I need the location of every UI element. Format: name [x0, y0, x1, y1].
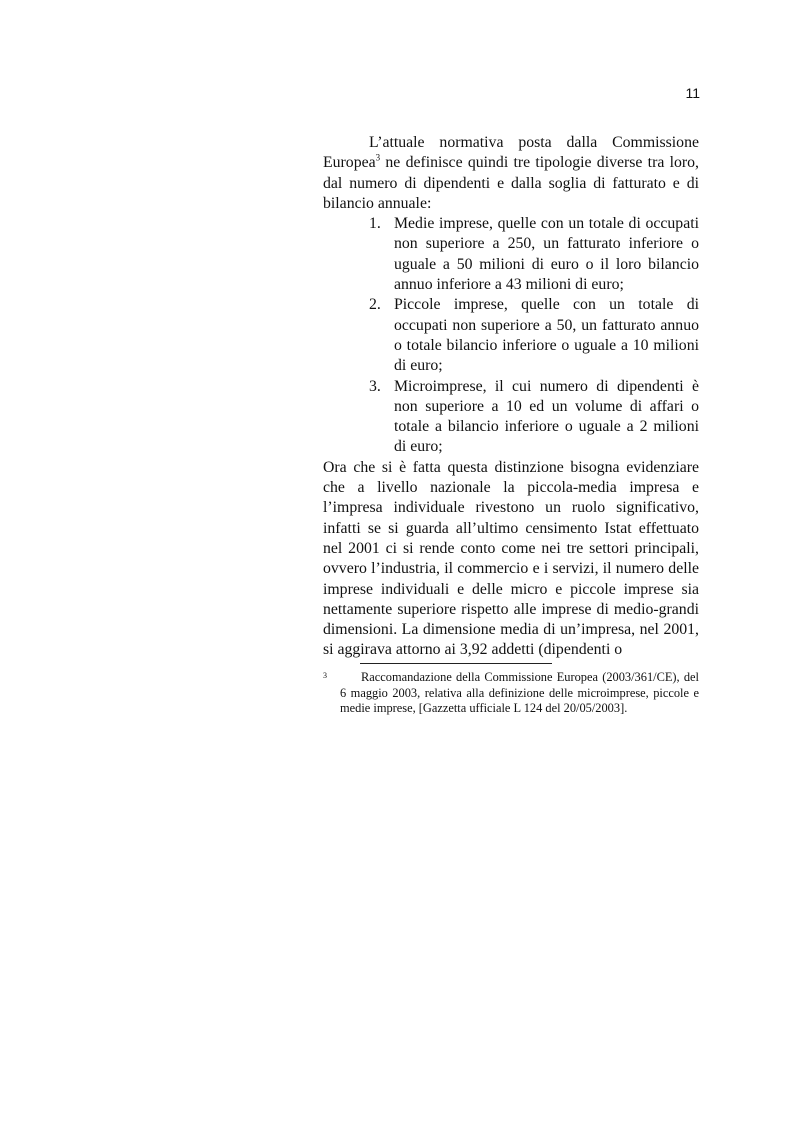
enterprise-types-list — [323, 214, 699, 458]
body-paragraph: Ora che si è fatta questa distinzione bisogna evidenziare che a livello nazionale la piccola-media impresa e l’impresa individuale rivestono un ruolo significativo, infatti se si guarda all’ultimo censimento Istat effettuato nel 2001 ci si rende conto come nei tre settori principali, ovvero l’industria, il commercio e i servizi, il numero delle imprese individuali e delle micro e piccole imprese sia nettamente superiore rispetto alle imprese di medio-grandi dimensioni. La dimensione media di un’impresa, nel 2001, si aggirava attorno ai 3,92 addetti (dipendenti o — [323, 458, 699, 659]
list-item — [323, 377, 699, 458]
footnote-text: Raccomandazione della Commissione Europea (2003/361/CE), del 6 maggio 2003, relativa alla definizione delle microimprese, piccole e medie imprese, [Gazzetta ufficiale L 124 del 20/05/2003]. — [340, 670, 699, 716]
list-item-number: 3. — [369, 377, 381, 395]
list-item-text: Medie imprese, quelle con un totale di occupati non superiore a 250, un fatturato inferiore o uguale a 50 milioni di euro o il loro bilancio annuo inferiore a 43 milioni di euro; — [394, 215, 699, 294]
footnote-separator — [360, 663, 552, 664]
list-item — [323, 295, 699, 376]
intro-text: L’attuale normativa posta dalla Commissione Europea — [323, 134, 699, 172]
intro-paragraph — [323, 133, 699, 214]
intro-text-continued: ne definisce quindi tre tipologie diverse tra loro, dal numero di dipendenti e dalla soglia di fatturato e di bilancio annuale: — [323, 154, 699, 212]
list-item — [323, 214, 699, 295]
list-item-number: 2. — [369, 296, 381, 314]
list-item-text: Piccole imprese, quelle con un totale di occupati non superiore a 50, un fatturato annuo o totale bilancio inferiore o uguale a 10 milioni di euro; — [394, 296, 699, 375]
list-item-text: Microimprese, il cui numero di dipendenti è non superiore a 10 ed un volume di affari o totale a bilancio inferiore o uguale a 2 milioni di euro; — [394, 377, 699, 456]
page-number: 11 — [685, 85, 700, 101]
footnote — [323, 670, 699, 717]
footnote-reference[interactable]: 3 — [375, 153, 381, 164]
list-item-number: 1. — [369, 215, 381, 233]
main-text — [323, 133, 699, 661]
footnote-number: 3 — [323, 671, 327, 680]
